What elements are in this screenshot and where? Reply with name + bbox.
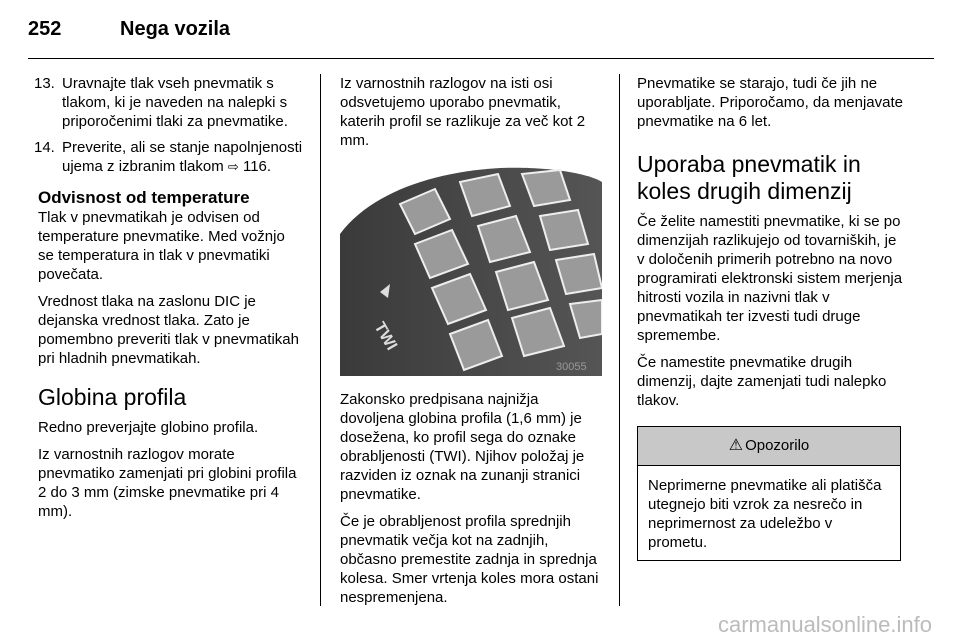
twi-label: TWI (370, 319, 400, 354)
paragraph: Če je obrabljenost profila sprednjih pnevmatik večja kot na zadnjih, občasno premestite zadnja in sprednja kolesa. Smer vrtenja koles mora ostani nespremenjena. (340, 513, 599, 606)
section-heading-temperature: Odvisnost od temperature (38, 188, 250, 207)
column-divider-2 (619, 74, 620, 606)
paragraph: Iz varnostnih razlogov na isti osi odsvetujemo uporabo pnevmatik, katerih profil se razlikuje za več kot 2 mm. (340, 75, 586, 149)
paragraph: Tlak v pnevmatikah je odvisen od temperature pnevmatike. Med vožnjo se temperatura in tlak v pnevmatiki povečata. (38, 209, 285, 283)
page-header (28, 14, 934, 50)
list-text: Uravnajte tlak vseh pnevmatik s tlakom, ki je naveden na nalepki s priporočenimi tlaki za pnevmatike. (62, 75, 288, 130)
warning-title: Opozorilo (745, 437, 810, 454)
column-1 (34, 74, 304, 529)
watermark: carmanualsonline.info (717, 612, 932, 637)
column-divider-1 (320, 74, 321, 606)
section-heading-other-dimensions: Uporaba pnevmatik in koles drugih dimenzij (637, 151, 861, 204)
paragraph: Vrednost tlaka na zaslonu DIC je dejanska vrednost tlaka. Zato je pomembno preveriti tlak v pnevmatikah pri hladnih pnevmatikah. (38, 293, 299, 367)
header-divider (28, 58, 934, 59)
warning-triangle-icon: ⚠ (728, 437, 744, 454)
list-number: 13. (34, 75, 55, 92)
paragraph: Iz varnostnih razlogov morate pnevmatiko zamenjati pri globini profila 2 do 3 mm (zimske pnevmatike pri 4 mm). (38, 446, 297, 520)
tire-tread-svg (340, 164, 602, 376)
section-heading-tread-depth: Globina profila (38, 384, 187, 410)
paragraph: Redno preverjajte globino profila. (38, 419, 259, 436)
page-reference-icon: ⇨ (227, 159, 239, 174)
list-item-14 (34, 138, 304, 176)
paragraph: Če namestite pnevmatike drugih dimenzij, dajte zamenjati tudi nalepko tlakov. (637, 354, 887, 409)
warning-header (638, 427, 900, 466)
list-number: 14. (34, 139, 55, 156)
tire-tread-illustration (340, 164, 602, 376)
list-item-13 (34, 74, 304, 131)
page-number: 252 (28, 18, 62, 40)
page-reference[interactable]: 116. (242, 158, 272, 175)
list-text: Preverite, ali se stanje napolnjenosti ujema z izbranim tlakom (62, 139, 303, 175)
paragraph: Zakonsko predpisana najnižja dovoljena globina profila (1,6 mm) je dosežena, ko profil sega do oznake obrabljenosti (TWI). Njihov položaj je razviden iz oznak na zunanji stranici pnevmatike. (340, 391, 585, 503)
column-3 (637, 74, 903, 561)
page-title: Nega vozila (120, 18, 231, 40)
column-2 (340, 74, 602, 615)
paragraph: Pnevmatike se starajo, tudi če jih ne uporabljate. Priporočamo, da menjavate pnevmatike na 6 let. (637, 75, 903, 130)
warning-box (637, 426, 901, 561)
image-code: 30055 (556, 361, 587, 373)
warning-text: Neprimerne pnevmatike ali platišča utegnejo biti vzrok za nesrečo in neprimernost za udeležbo v prometu. (648, 477, 882, 551)
paragraph: Če želite namestiti pnevmatike, ki se po dimenzijah razlikujejo od tovarniških, je v določenih primerih potrebno na novo programirati elektronski sistem merjenja hitrosti vozila in nazivni tlak v pnevmatikah ter izvesti tudi druge spremembe. (637, 213, 903, 344)
